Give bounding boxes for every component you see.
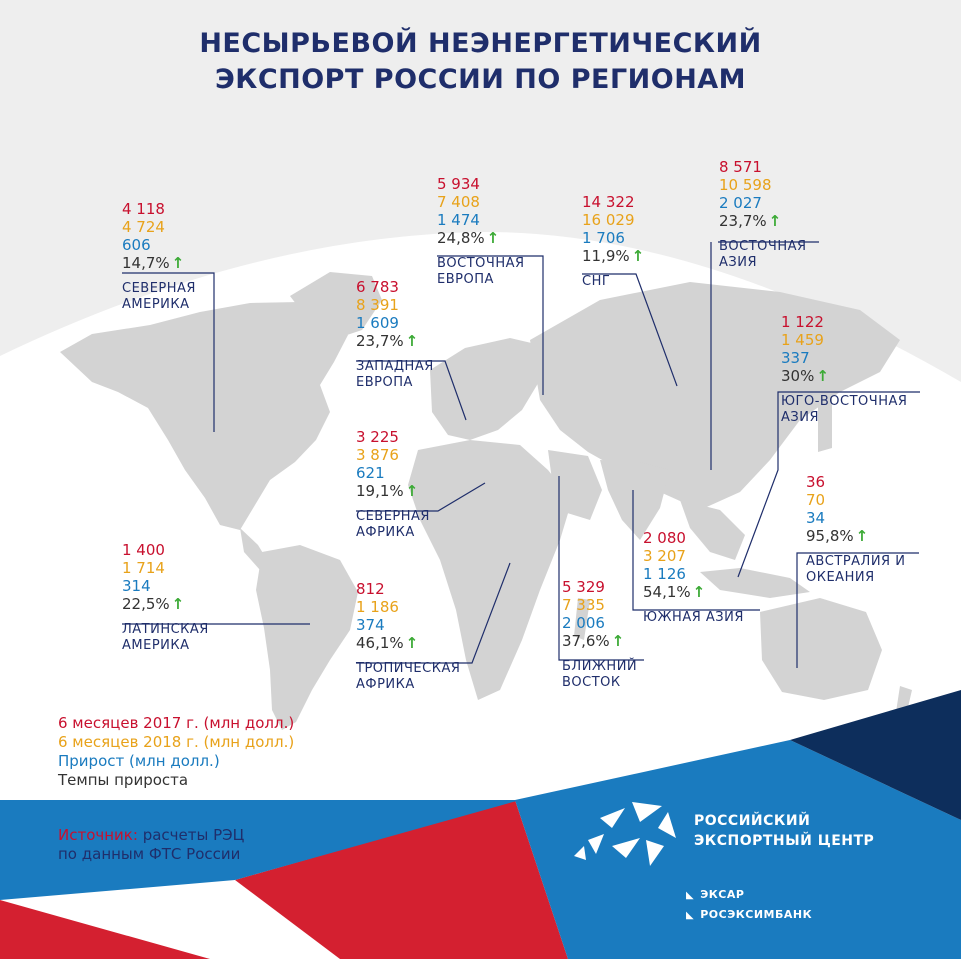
page-title-line-2: ЭКСПОРТ РОССИИ ПО РЕГИОНАМ <box>214 64 747 95</box>
region-tropical-africa <box>356 580 460 693</box>
value-2017: 36 <box>806 473 826 491</box>
value-2018: 1 714 <box>122 559 165 577</box>
value-2017: 1 122 <box>781 313 824 331</box>
value-2017: 8 571 <box>719 158 762 176</box>
growth-arrow-icon: ↑ <box>405 332 419 350</box>
value-2017: 6 783 <box>356 278 399 296</box>
region-name: ВОСТОЧНАЯ АЗИЯ <box>719 239 807 270</box>
region-east-asia <box>719 158 807 271</box>
growth-arrow-icon: ↑ <box>486 229 500 247</box>
partner-exiar-label: ЭКСАР <box>700 888 745 901</box>
growth-arrow-icon: ↑ <box>692 583 706 601</box>
source-text: расчеты РЭЦ <box>137 826 245 844</box>
value-2018: 4 724 <box>122 218 165 236</box>
value-2018: 1 459 <box>781 331 824 349</box>
partner-roseximbank <box>686 908 812 921</box>
value-2018: 3 207 <box>643 547 686 565</box>
partner-exiar <box>686 888 744 901</box>
value-2017: 4 118 <box>122 200 165 218</box>
map-australia <box>760 598 882 700</box>
region-western-europe <box>356 278 434 391</box>
value-growth: 337 <box>781 349 810 367</box>
growth-rate: 95,8% ↑ <box>806 527 869 545</box>
value-2017: 14 322 <box>582 193 635 211</box>
legend-rate: Темпы прироста <box>58 771 189 789</box>
region-middle-east <box>562 578 637 691</box>
value-2018: 70 <box>806 491 826 509</box>
value-growth: 621 <box>356 464 385 482</box>
region-eastern-europe <box>437 175 525 288</box>
growth-arrow-icon: ↑ <box>855 527 869 545</box>
legend-2018: 6 месяцев 2018 г. (млн долл.) <box>58 733 295 751</box>
value-growth: 1 126 <box>643 565 686 583</box>
value-2018: 8 391 <box>356 296 399 314</box>
page-title-line-1: НЕСЫРЬЕВОЙ НЕЭНЕРГЕТИЧЕСКИЙ <box>199 28 762 59</box>
region-south-asia <box>643 529 744 626</box>
value-growth: 314 <box>122 577 151 595</box>
source-label: Источник: <box>58 826 138 844</box>
value-2017: 5 934 <box>437 175 480 193</box>
growth-rate: 30% ↑ <box>781 367 829 385</box>
region-name: ЛАТИНСКАЯ АМЕРИКА <box>122 622 209 653</box>
source-line-1 <box>58 826 244 844</box>
growth-rate: 54,1% ↑ <box>643 583 706 601</box>
source-line-2: по данным ФТС России <box>58 845 241 863</box>
growth-rate: 23,7% ↑ <box>356 332 419 350</box>
growth-rate: 24,8% ↑ <box>437 229 500 247</box>
map-south-america <box>256 545 358 730</box>
growth-arrow-icon: ↑ <box>768 212 782 230</box>
region-name: ВОСТОЧНАЯ ЕВРОПА <box>437 256 525 287</box>
value-growth: 1 706 <box>582 229 625 247</box>
region-name: ЮЖНАЯ АЗИЯ <box>643 610 744 625</box>
brand-line-2: ЭКСПОРТНЫЙ ЦЕНТР <box>694 833 875 849</box>
growth-arrow-icon: ↑ <box>171 595 185 613</box>
value-2017: 2 080 <box>643 529 686 547</box>
growth-rate: 19,1% ↑ <box>356 482 419 500</box>
value-growth: 1 474 <box>437 211 480 229</box>
region-name: СНГ <box>582 274 611 289</box>
growth-arrow-icon: ↑ <box>405 482 419 500</box>
value-growth: 2 027 <box>719 194 762 212</box>
region-name: БЛИЖНИЙ ВОСТОК <box>562 659 638 690</box>
partner-roseximbank-label: РОСЭКСИМБАНК <box>700 908 813 921</box>
region-name: СЕВЕРНАЯ АФРИКА <box>356 509 430 540</box>
region-name: СЕВЕРНАЯ АМЕРИКА <box>122 281 196 312</box>
growth-arrow-icon: ↑ <box>631 247 645 265</box>
value-growth: 34 <box>806 509 826 527</box>
region-north-america <box>122 200 196 313</box>
map-north-america <box>60 302 348 530</box>
value-growth: 1 609 <box>356 314 399 332</box>
exiar-logo-icon: ◣ <box>686 890 695 901</box>
growth-arrow-icon: ↑ <box>611 632 625 650</box>
rec-brand-name <box>694 811 874 851</box>
region-oceania <box>806 473 905 586</box>
region-latin-america <box>122 541 209 654</box>
roseximbank-logo-icon: ◣ <box>686 910 695 921</box>
triangle-red-left <box>0 900 210 959</box>
region-name: АВСТРАЛИЯ И ОКЕАНИЯ <box>806 554 906 585</box>
region-cis <box>582 193 644 290</box>
region-southeast-asia <box>781 313 907 426</box>
value-2018: 10 598 <box>719 176 772 194</box>
value-2018: 7 408 <box>437 193 480 211</box>
growth-rate: 22,5% ↑ <box>122 595 185 613</box>
growth-rate: 23,7% ↑ <box>719 212 782 230</box>
growth-arrow-icon: ↑ <box>816 367 829 385</box>
value-growth: 374 <box>356 616 385 634</box>
growth-arrow-icon: ↑ <box>171 254 185 272</box>
growth-arrow-icon: ↑ <box>405 634 419 652</box>
value-2017: 3 225 <box>356 428 399 446</box>
legend-2017: 6 месяцев 2017 г. (млн долл.) <box>58 714 295 732</box>
region-north-africa <box>356 428 430 541</box>
value-2018: 16 029 <box>582 211 635 229</box>
region-name: ТРОПИЧЕСКАЯ АФРИКА <box>356 661 461 692</box>
growth-rate: 37,6% ↑ <box>562 632 625 650</box>
value-2018: 7 335 <box>562 596 605 614</box>
region-name: ЗАПАДНАЯ ЕВРОПА <box>356 359 434 390</box>
value-2017: 5 329 <box>562 578 605 596</box>
value-2017: 1 400 <box>122 541 165 559</box>
value-growth: 606 <box>122 236 151 254</box>
growth-rate: 46,1% ↑ <box>356 634 419 652</box>
value-2017: 812 <box>356 580 385 598</box>
value-2018: 3 876 <box>356 446 399 464</box>
legend-growth: Прирост (млн долл.) <box>58 752 220 770</box>
brand-line-1: РОССИЙСКИЙ <box>694 813 811 829</box>
growth-rate: 11,9% ↑ <box>582 247 645 265</box>
value-growth: 2 006 <box>562 614 605 632</box>
map-europe <box>430 338 540 440</box>
region-name: ЮГО-ВОСТОЧНАЯ АЗИЯ <box>781 394 908 425</box>
source-note <box>58 826 244 864</box>
map-india <box>600 460 670 540</box>
growth-rate: 14,7% ↑ <box>122 254 185 272</box>
legend <box>58 714 294 790</box>
value-2018: 1 186 <box>356 598 399 616</box>
